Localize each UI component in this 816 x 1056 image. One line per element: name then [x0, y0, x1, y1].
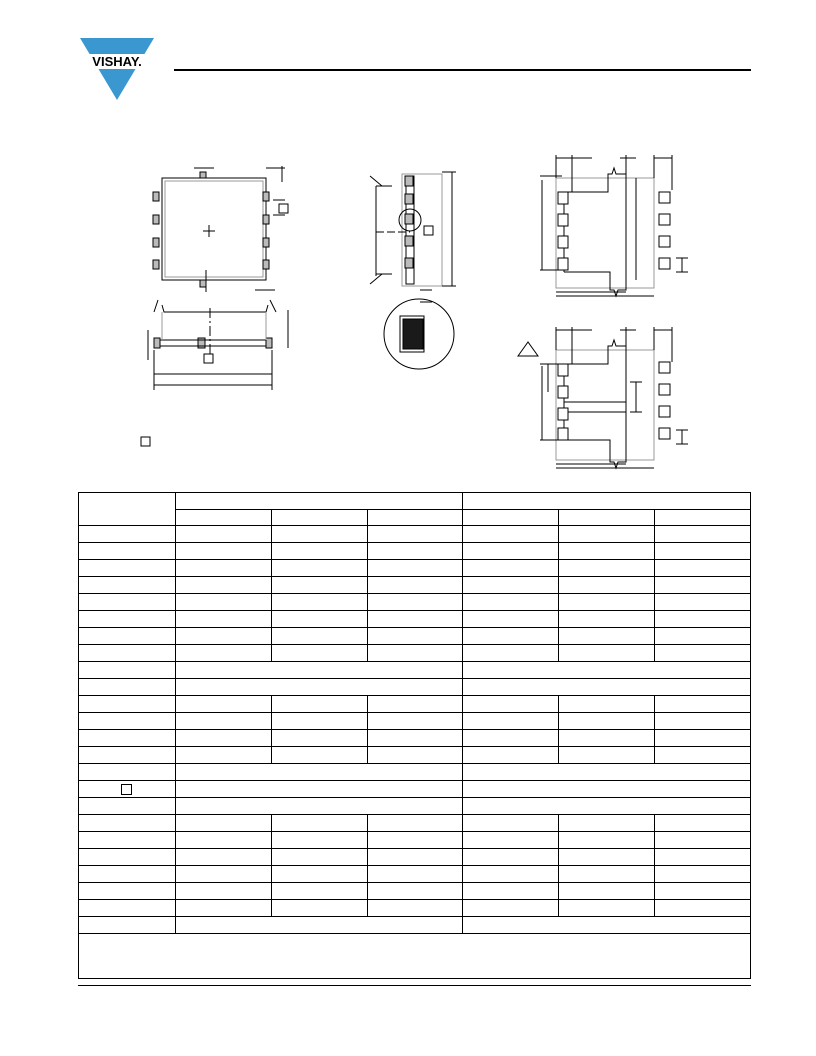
table-row: [79, 849, 751, 866]
table-row: [79, 866, 751, 883]
end-pad-1: [405, 176, 413, 186]
note-square: [140, 436, 152, 448]
table-header-group-1: [176, 493, 463, 510]
table-row: [79, 611, 751, 628]
bv-a-pad-l4: [558, 258, 568, 270]
bv-a-pad-l3: [558, 236, 568, 248]
table-row: [79, 713, 751, 730]
table-row: [79, 815, 751, 832]
table-row: [79, 798, 751, 815]
end-pad-4: [405, 236, 413, 246]
logo-text: VISHAY.: [92, 54, 142, 69]
pad-left-4: [153, 260, 159, 269]
dimensions-table: [78, 492, 751, 979]
pad-right-2: [263, 215, 269, 224]
bv-a-pad-r2: [659, 214, 670, 225]
table-row: [79, 730, 751, 747]
table-subheader-cell: [176, 510, 272, 526]
bv-b-pad-l1: [558, 364, 568, 376]
table-row: [79, 594, 751, 611]
table-row: [79, 662, 751, 679]
table-row: [79, 628, 751, 645]
pad-right-4: [263, 260, 269, 269]
header-rule: [174, 69, 751, 71]
table-row: [79, 526, 751, 543]
table-subheader-cell: [559, 510, 655, 526]
pad-right-3: [263, 238, 269, 247]
table-row: [79, 543, 751, 560]
vishay-logo: [76, 36, 158, 102]
table-row: [79, 764, 751, 781]
warning-triangle-icon: [518, 342, 538, 356]
bottom-view-a-drawing: [532, 150, 702, 300]
pad-left-1: [153, 192, 159, 201]
bv-a-pad-r1: [659, 192, 670, 203]
bv-b-pad-r3: [659, 406, 670, 417]
table-row: [79, 781, 751, 798]
bv-a-pad-r4: [659, 258, 670, 269]
note-square-icon: [121, 784, 132, 795]
table-row: [79, 645, 751, 662]
bv-a-pad-l1: [558, 192, 568, 204]
end-pad-3: [405, 214, 413, 224]
table-row: [79, 696, 751, 713]
table-row: [79, 679, 751, 696]
footer-rule: [78, 985, 751, 986]
pad-left-3: [153, 238, 159, 247]
bottom-view-b-drawing: [512, 322, 702, 472]
package-top-view-drawing: [140, 160, 300, 410]
table-row: [79, 917, 751, 934]
bv-a-pad-r3: [659, 236, 670, 247]
table-row: [79, 900, 751, 917]
table-header-group-2: [463, 493, 751, 510]
pad-left-2: [153, 215, 159, 224]
table-row: [79, 832, 751, 849]
bv-b-pad-l3: [558, 408, 568, 420]
end-pad-2: [405, 194, 413, 204]
pad-right-1: [263, 192, 269, 201]
table-notes-row: [79, 934, 751, 979]
table-subheader-cell: [271, 510, 367, 526]
package-end-view-drawing: [362, 162, 472, 372]
bv-b-pad-l4: [558, 428, 568, 440]
table-subheader-cell: [655, 510, 751, 526]
table-row: [79, 747, 751, 764]
table-subheader-cell: [463, 510, 559, 526]
table-row: [79, 883, 751, 900]
bv-b-pad-l2: [558, 386, 568, 398]
table-header-row: [79, 493, 751, 510]
table-subheader-row: [79, 510, 751, 526]
table-row: [79, 577, 751, 594]
bv-b-pad-r2: [659, 384, 670, 395]
bv-b-pad-r1: [659, 362, 670, 373]
table-row: [79, 560, 751, 577]
end-pad-5: [405, 258, 413, 268]
table-header-dim: [79, 493, 176, 526]
bv-a-pad-l2: [558, 214, 568, 226]
table-subheader-cell: [367, 510, 463, 526]
bv-b-pad-r4: [659, 428, 670, 439]
